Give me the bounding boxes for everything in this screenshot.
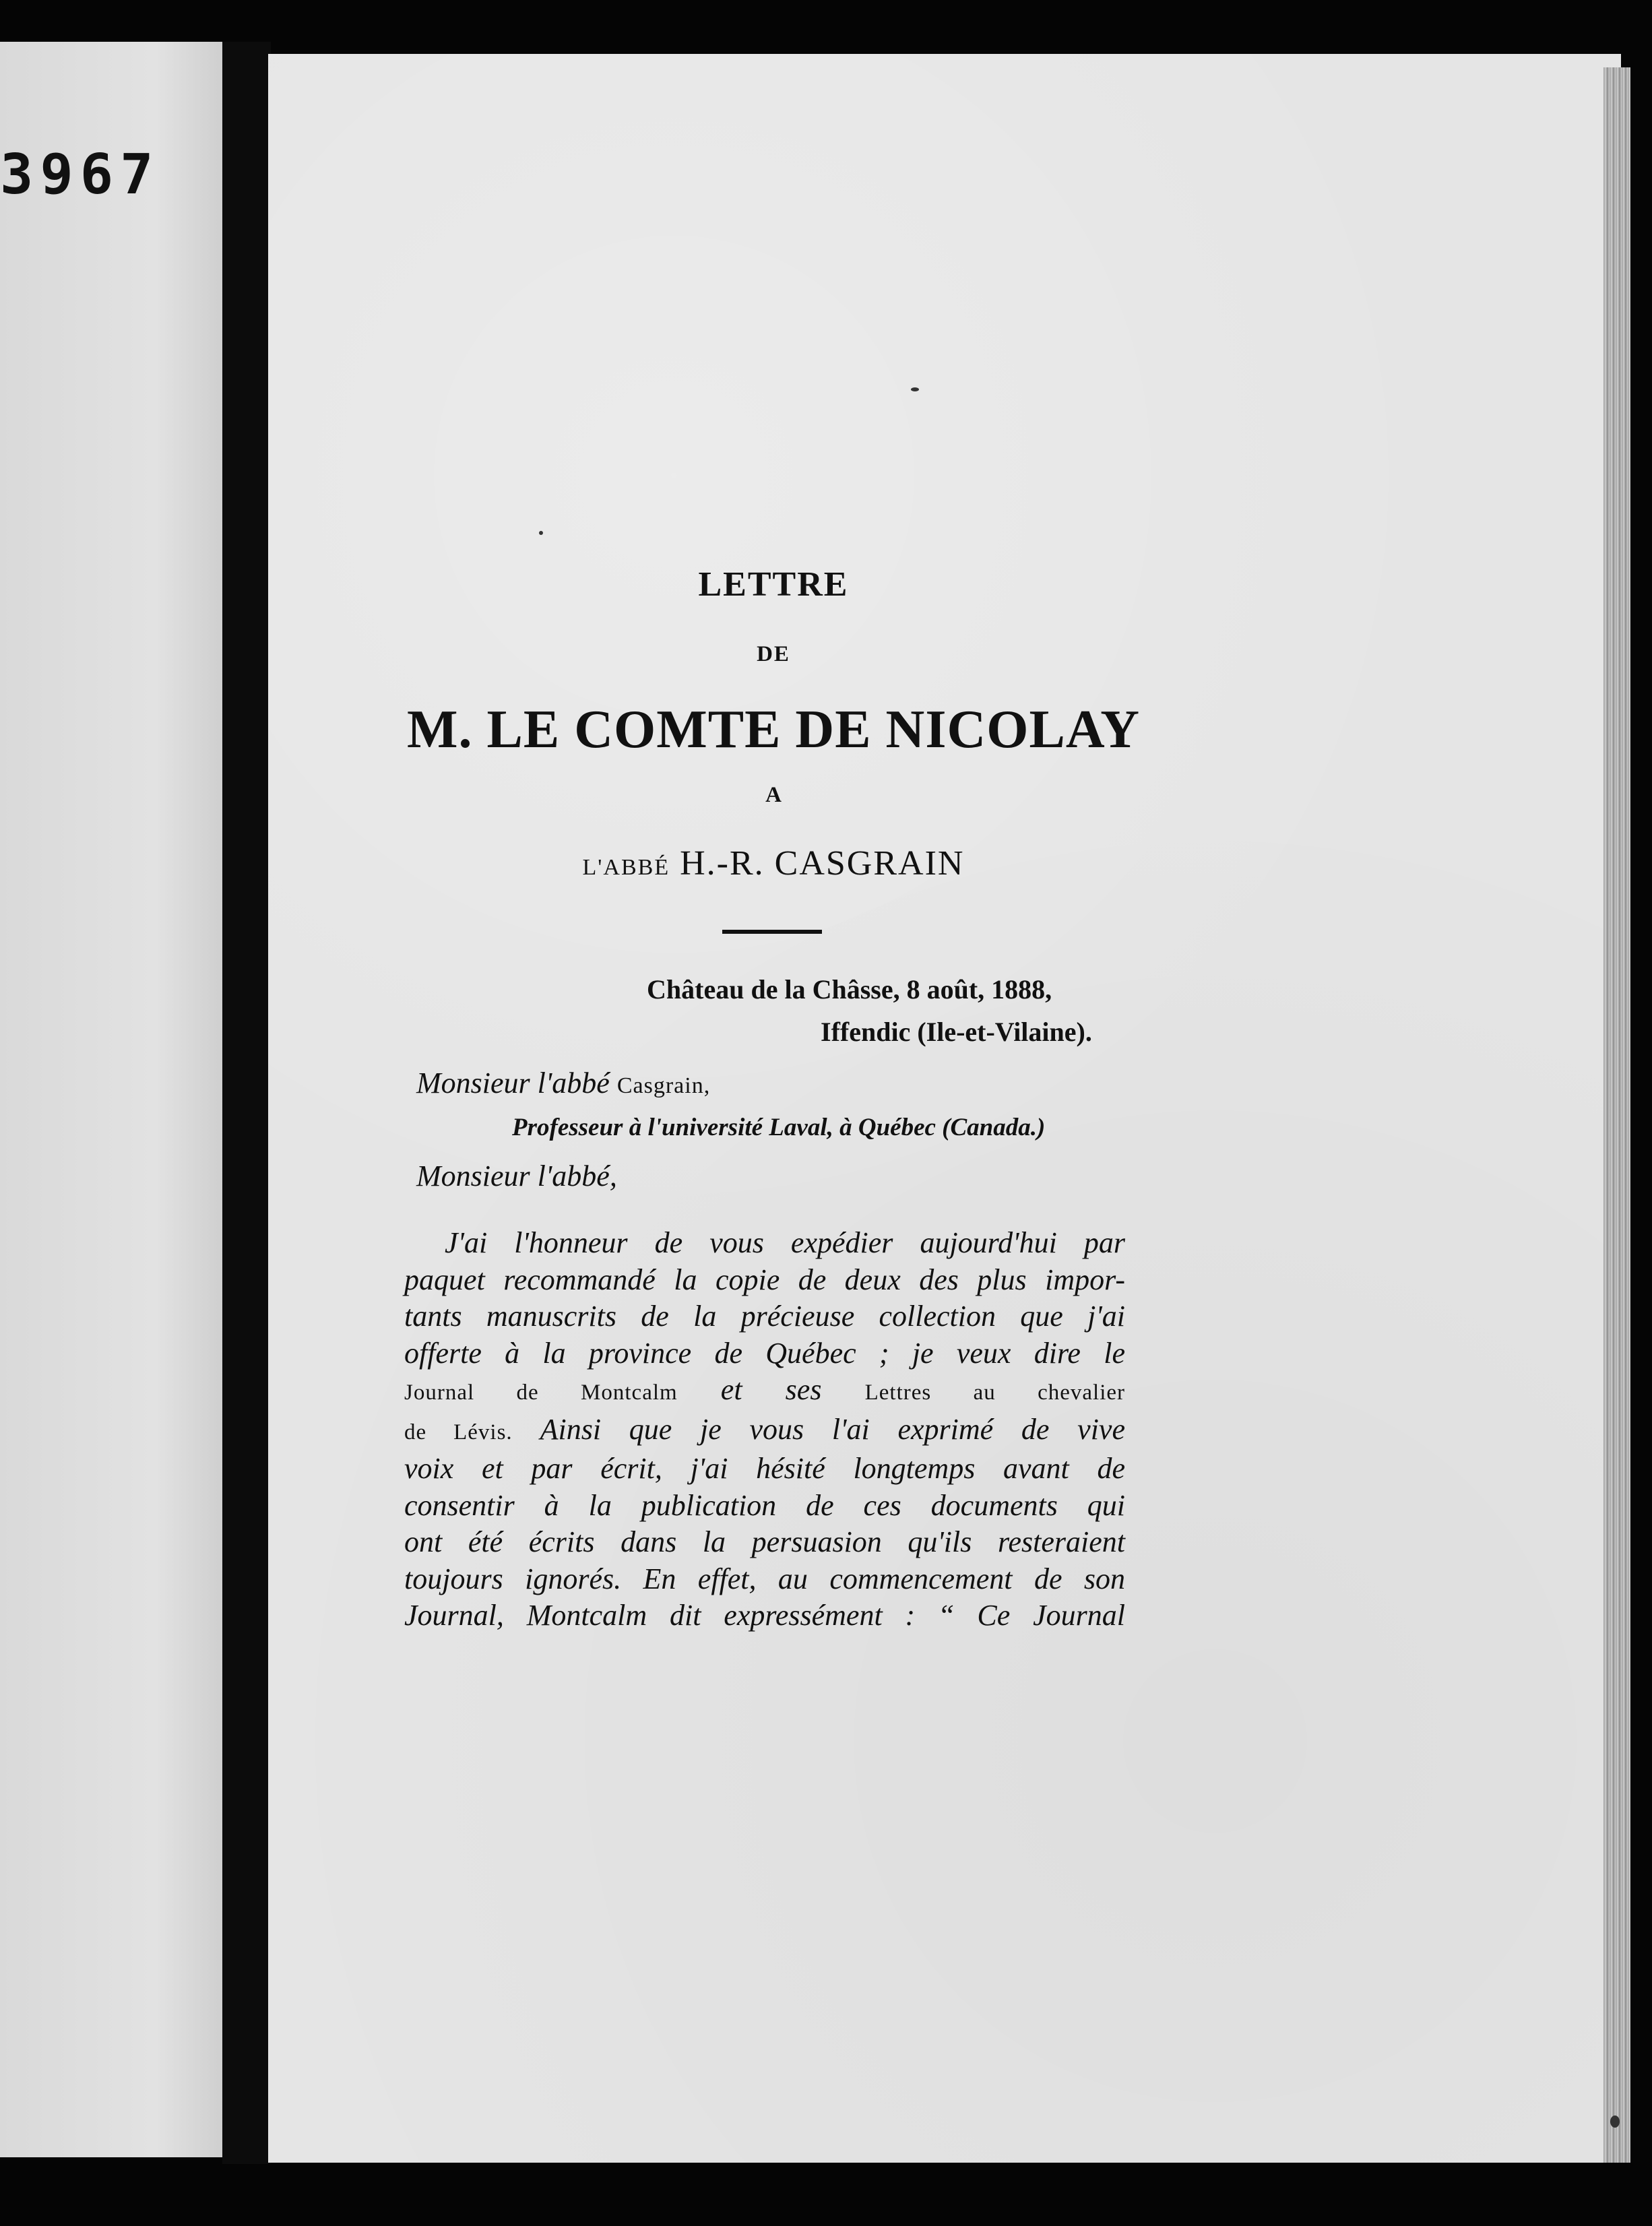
body-line: offerte à la province de Québec ; je veux dire le	[404, 1336, 1125, 1370]
body-line: ont été écrits dans la persuasion qu'ils resteraient	[404, 1525, 1125, 1558]
work-title-journal: Journal de Montcalm	[404, 1380, 678, 1405]
body-line	[404, 1372, 1125, 1411]
addressee	[416, 1066, 710, 1100]
addressee-title: Monsieur l'abbé	[416, 1067, 617, 1100]
body-line: consentir à la publication de ces documents qui	[404, 1488, 1125, 1522]
body-fragment: et ses	[677, 1373, 865, 1406]
title-de: DE	[757, 642, 790, 666]
letter-body	[404, 1225, 1125, 1634]
dateline-place-date: Château de la Châsse, 8 août, 1888,	[647, 974, 1052, 1005]
title-a: A	[765, 783, 782, 807]
document-page	[268, 54, 1621, 2163]
title-recipient	[268, 844, 1279, 883]
recipient-name: H.-R. CASGRAIN	[680, 844, 965, 883]
page-gutter	[222, 42, 271, 2164]
body-line: paquet recommandé la copie de deux des plus impor-	[404, 1263, 1125, 1296]
title-rule	[722, 930, 822, 934]
body-line: J'ai l'honneur de vous expédier aujourd'hui par	[445, 1226, 1125, 1259]
addressee-affiliation: Professeur à l'université Laval, à Québec (Canada.)	[512, 1114, 1046, 1141]
left-facing-page	[0, 42, 222, 2157]
body-line: toujours ignorés. En effet, au commencement de son	[404, 1562, 1125, 1595]
dust-speck	[539, 531, 543, 535]
title-author: M. LE COMTE DE NICOLAY	[406, 700, 1141, 759]
addressee-name: Casgrain,	[616, 1073, 711, 1098]
dateline-location: Iffendic (Ile-et-Vilaine).	[821, 1017, 1092, 1047]
body-line	[404, 1411, 1125, 1451]
body-line: tants manuscrits de la précieuse collection que j'ai	[404, 1300, 1125, 1333]
body-line: Journal, Montcalm dit expressément : “ Ce Journal	[404, 1599, 1125, 1632]
body-line: voix et par écrit, j'ai hésité longtemps avant de	[404, 1452, 1125, 1485]
work-title-levis: de Lévis.	[404, 1420, 513, 1444]
title-lettre: LETTRE	[698, 565, 849, 604]
body-fragment: Ainsi que je vous l'ai exprimé de vive	[512, 1412, 1125, 1446]
page-edge	[1603, 67, 1630, 2163]
greeting: Monsieur l'abbé,	[416, 1159, 617, 1192]
work-title-lettres: Lettres au chevalier	[864, 1380, 1126, 1405]
reel-number: 3967	[0, 143, 160, 207]
dust-speck	[1610, 2116, 1620, 2128]
dust-speck	[911, 387, 919, 391]
recipient-prefix: L'ABBÉ	[582, 855, 670, 880]
